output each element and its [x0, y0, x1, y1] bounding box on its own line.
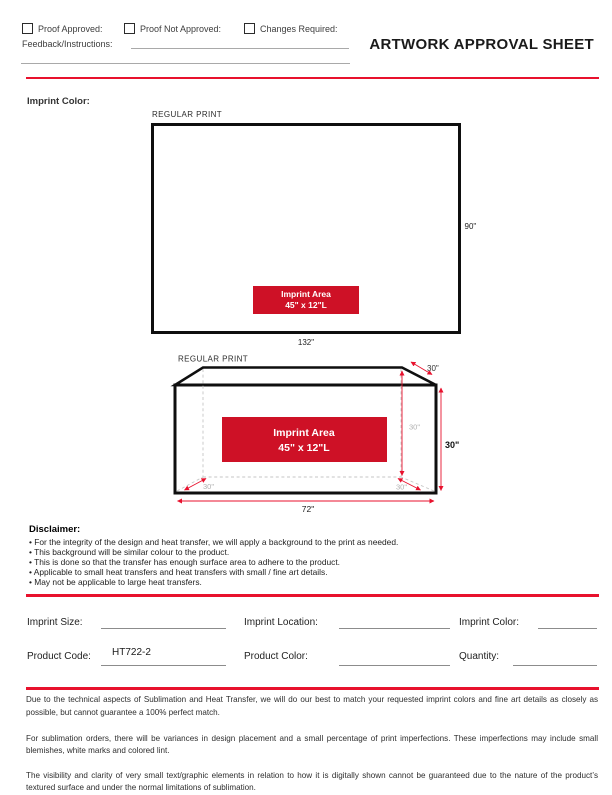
disclaimer-bullet: • This background will be similar colour to the product.	[29, 547, 398, 557]
feedback-write-line-1[interactable]	[131, 48, 349, 50]
flat-height-dimension: 90"	[465, 222, 477, 231]
flat-width-dimension: 132"	[151, 338, 461, 347]
quantity-field[interactable]	[513, 665, 597, 666]
footer-paragraph: Due to the technical aspects of Sublimation and Heat Transfer, we will do our best to match your requested imprint colors and fine art details as closely as possible, but cannot guarantee a 100% perfect match.	[26, 694, 598, 720]
feedback-write-line-2[interactable]	[21, 63, 350, 65]
box-top-face	[175, 368, 436, 386]
imprint-color-heading: Imprint Color:	[27, 96, 90, 107]
footer-rule	[26, 687, 599, 690]
product-code-label: Product Code:	[27, 651, 91, 662]
header-rule	[26, 77, 599, 80]
product-color-label: Product Color:	[244, 651, 308, 662]
regular-print-label-flat: REGULAR PRINT	[152, 110, 222, 119]
imprint-location-label: Imprint Location:	[244, 617, 318, 628]
changes-required-label: Changes Required:	[260, 24, 338, 34]
proof-not-approved-label: Proof Not Approved:	[140, 24, 221, 34]
imprint-size-label: Imprint Size:	[27, 617, 83, 628]
box-bottom-right-depth-dimension: 30"	[396, 483, 407, 492]
proof-not-approved-checkbox[interactable]	[124, 23, 135, 34]
product-code-value: HT722-2	[112, 647, 151, 658]
flat-imprint-area-size: 45" x 12"L	[285, 300, 327, 311]
quantity-label: Quantity:	[459, 651, 499, 662]
changes-required-checkbox[interactable]	[244, 23, 255, 34]
box-imprint-area-title: Imprint Area	[273, 427, 335, 439]
disclaimer-heading: Disclaimer:	[29, 524, 80, 535]
box-top-depth-dimension: 30"	[427, 364, 439, 373]
imprint-size-field[interactable]	[101, 628, 226, 629]
imprint-color-label: Imprint Color:	[459, 617, 519, 628]
imprint-color-field[interactable]	[538, 628, 597, 629]
box-imprint-area	[222, 417, 387, 462]
disclaimer-list	[29, 537, 398, 587]
box-imprint-area-size: 45" x 12"L	[278, 442, 330, 454]
flat-imprint-area	[253, 286, 359, 314]
regular-print-label-box: REGULAR PRINT	[178, 355, 248, 364]
box-bottom-left-depth-dimension: 30"	[203, 482, 214, 491]
disclaimer-bullet: • This is done so that the transfer has enough surface area to adhere to the product.	[29, 557, 398, 567]
page-title: ARTWORK APPROVAL SHEET	[320, 36, 594, 53]
product-color-field[interactable]	[339, 665, 450, 666]
footer-paragraph: The visibility and clarity of very small text/graphic elements in relation to how it is digitally shown cannot be guaranteed due to the nature of the product’s textured surface and under the normal limitations of sublimation.	[26, 770, 598, 795]
feedback-instructions-label: Feedback/Instructions:	[22, 39, 113, 49]
proof-approved-label: Proof Approved:	[38, 24, 103, 34]
disclaimer-bullet: • For the integrity of the design and heat transfer, we will apply a background to the print as needed.	[29, 537, 398, 547]
box-diagram	[160, 348, 460, 520]
disclaimer-bullet: • May not be applicable to large heat transfers.	[29, 577, 398, 587]
flat-imprint-area-title: Imprint Area	[281, 289, 331, 300]
box-inner-height-dimension: 30"	[409, 423, 420, 432]
imprint-location-field[interactable]	[339, 628, 450, 629]
box-width-dimension: 72"	[302, 504, 314, 514]
form-section-rule	[26, 594, 599, 597]
box-outer-height-dimension: 30"	[445, 440, 459, 450]
footer-paragraph: For sublimation orders, there will be variances in design placement and a small percentage of print imperfections. These imperfections may include small blemishes, white marks and colored lint.	[26, 733, 598, 759]
proof-approved-checkbox[interactable]	[22, 23, 33, 34]
disclaimer-bullet: • Applicable to small heat transfers and heat transfers with small / fine art details.	[29, 567, 398, 577]
product-code-field[interactable]	[101, 665, 226, 666]
